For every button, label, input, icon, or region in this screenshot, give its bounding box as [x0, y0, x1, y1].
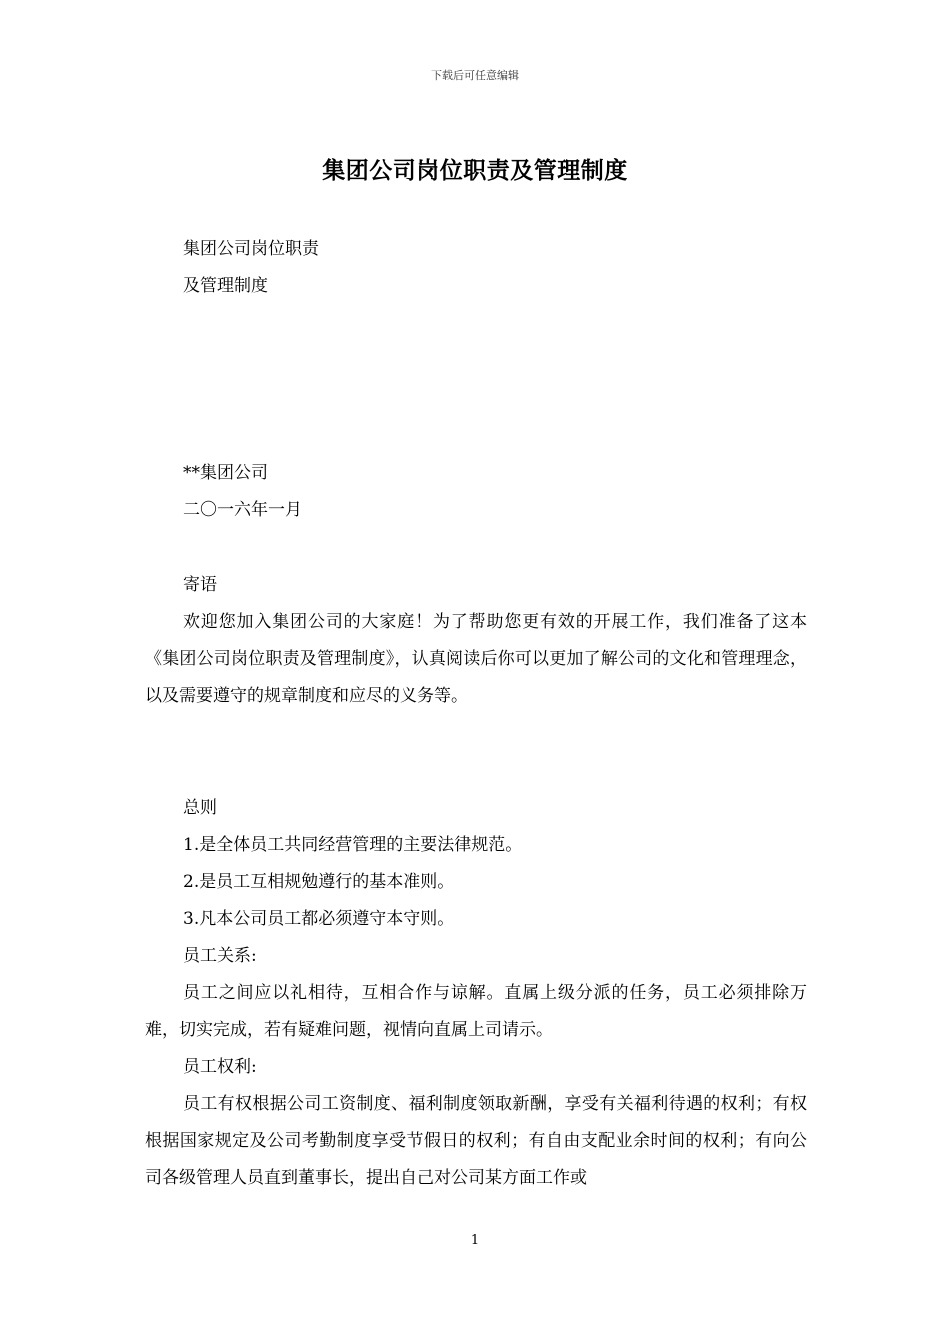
company-date-block: [145, 455, 807, 529]
general-item-2: 2.是员工互相规勉遵行的基本准则。: [183, 872, 455, 892]
cover-block: [145, 231, 807, 305]
company-name: **集团公司: [183, 463, 268, 483]
rights-heading: 员工权利:: [183, 1057, 257, 1077]
relations-heading: 员工关系:: [183, 946, 257, 966]
header-note: 下载后可任意编辑: [431, 69, 519, 82]
document-title: 集团公司岗位职责及管理制度: [322, 157, 628, 184]
cover-line-1: 集团公司岗位职责: [183, 239, 319, 259]
rights-paragraph: 员工有权根据公司工资制度、福利制度领取新酬，享受有关福利待遇的权利；有权根据国家规定及公司考勤制度享受节假日的权利；有自由支配业余时间的权利；有向公司各级管理人员直到董事长，提出自己对公司某方面工作或: [145, 1094, 807, 1188]
general-section: [145, 790, 807, 1197]
cover-line-2: 及管理制度: [183, 276, 268, 296]
page-number: 1: [470, 1233, 480, 1248]
general-heading: 总则: [183, 798, 217, 818]
document-date: 二〇一六年一月: [183, 500, 302, 520]
foreword-section: [145, 567, 807, 715]
general-item-1: 1.是全体员工共同经营管理的主要法律规范。: [183, 835, 523, 855]
general-item-3: 3.凡本公司员工都必须遵守本守则。: [183, 909, 455, 929]
foreword-paragraph: 欢迎您加入集团公司的大家庭！为了帮助您更有效的开展工作，我们准备了这本《集团公司岗位职责及管理制度》，认真阅读后你可以更加了解公司的文化和管理理念，以及需要遵守的规章制度和应尽的义务等。: [145, 612, 807, 706]
relations-paragraph: 员工之间应以礼相待，互相合作与谅解。直属上级分派的任务，员工必须排除万难，切实完成，若有疑难问题，视情向直属上司请示。: [145, 983, 807, 1040]
foreword-heading: 寄语: [183, 575, 217, 595]
